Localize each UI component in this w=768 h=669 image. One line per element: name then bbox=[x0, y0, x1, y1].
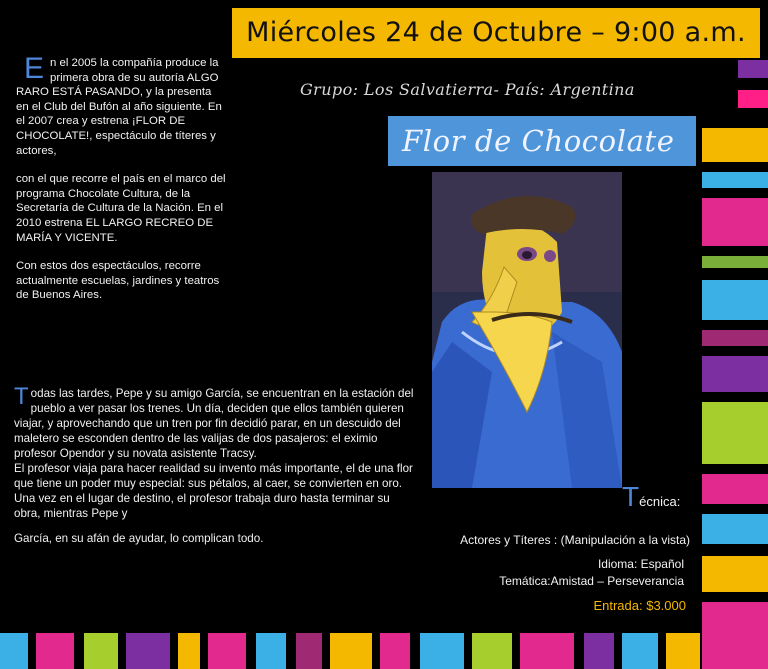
intro-paragraph-3: Con estos dos espectáculos, recorre actualmente escuelas, jardines y teatros de Buenos Aires. bbox=[16, 260, 220, 302]
dropcap-letter: T bbox=[622, 481, 640, 512]
synopsis-text-1: odas las tardes, Pepe y su amigo García, se encuentran en la estación del pueblo a ver pasar los trenes. Un día, deciden que ellos también quieren viajar, y aprovechando que un tren por fin decidió parar, en un descuido del maletero se esconden dentro de las valijas de dos pasajeros: el eximio profesor Opendor y su novata asistente Tracsy. bbox=[14, 387, 414, 460]
date-banner: Miércoles 24 de Octubre – 9:00 a.m. bbox=[232, 8, 760, 58]
tecnica-label: écnica: bbox=[639, 494, 681, 509]
synopsis-paragraph-2: El profesor viaja para hacer realidad su invento más importante, el de una flor que tiene un poder muy especial: sus pétalos, al caer, se convierten en oro. Una vez en el lugar de destino, el profesor trabaja duro hasta terminar su obra, mientras Pepe y bbox=[14, 462, 413, 520]
technique-value: Actores y Títeres : (Manipulación a la vista) bbox=[460, 533, 690, 547]
intro-paragraph-1 bbox=[16, 52, 226, 158]
synopsis-paragraph-3: García, en su afán de ayudar, lo complican todo. bbox=[14, 532, 264, 545]
theme-value: Temática:Amistad – Perseverancia bbox=[499, 574, 684, 588]
tecnica-heading bbox=[622, 481, 692, 513]
puppet-photo bbox=[432, 172, 622, 488]
intro-paragraph-2: con el que recorre el país en el marco del programa Chocolate Cultura, de la Secretaría de Cultura de la Nación. En el 2010 estrena EL LARGO RECREO DE MARÍA Y VICENTE. bbox=[16, 173, 226, 244]
synopsis bbox=[14, 383, 414, 546]
dropcap-letter: T bbox=[14, 383, 29, 410]
intro-text-1: n el 2005 la compañía produce la primera obra de su autoría ALGO RARO ESTÁ PASANDO, y la presenta en el Club del Bufón al año siguiente. En el 2007 crea y estrena ¡FLOR DE CHOCOLATE!, espectáculo de títeres y actores, bbox=[16, 57, 222, 157]
show-title: Flor de Chocolate bbox=[402, 124, 675, 158]
puppet-illustration bbox=[432, 172, 622, 488]
company-intro bbox=[16, 52, 226, 317]
synopsis-paragraph-1 bbox=[14, 383, 414, 461]
language-value: Idioma: Español bbox=[597, 557, 684, 571]
ticket-price: Entrada: $3.000 bbox=[593, 598, 686, 613]
group-country-line: Grupo: Los Salvatierra- País: Argentina bbox=[300, 80, 635, 99]
dropcap-letter: E bbox=[24, 52, 45, 85]
